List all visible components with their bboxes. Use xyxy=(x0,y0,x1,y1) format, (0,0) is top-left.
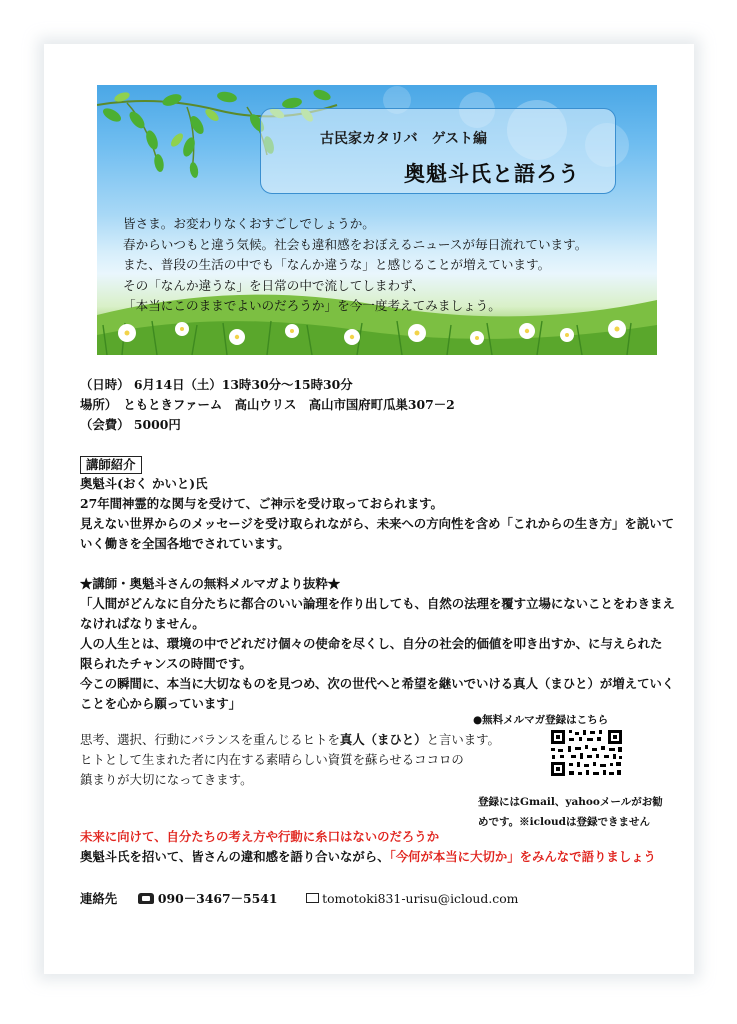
greeting-line: 「本当にこのままでよいのだろうか」を今一度考えてみましょう。 xyxy=(123,298,501,313)
main-title: 奥魁斗氏と語ろう xyxy=(404,161,580,186)
lecturer-name: 奥魁斗(おく かいと)氏 xyxy=(80,476,208,491)
excerpt-line: 今この瞬間に、本当に大切なものを見つめ、次の世代へと希望を継いでいける真人（まひと）が増えていく xyxy=(80,676,675,691)
excerpt-line: なければなりません。 xyxy=(80,616,205,631)
greeting-line: その「なんか違うな」を日常の中で流してしまわず、 xyxy=(123,277,425,293)
event-fee: （会費） 5000円 xyxy=(80,417,181,432)
event-date: （日時） 6月14日（土）13時30分～15時30分 xyxy=(80,377,353,392)
excerpt-heading: ★講師・奥魁斗さんの無料メルマガより抜粋★ xyxy=(80,576,341,591)
greeting-line: また、普段の生活の中でも「なんか違うな」と感じることが増えています。 xyxy=(123,257,551,272)
newsletter-note-line: めです。※icloudは登録できません xyxy=(478,816,651,828)
excerpt-line: 「人間がどんなに自分たちに都合のいい論理を作り出しても、自然の法理を覆す立場にないことをわきまえ xyxy=(80,596,675,611)
lecturer-heading xyxy=(80,455,142,475)
closing-text: 奥魁斗氏を招いて、皆さんの違和感を語り合いながら、 xyxy=(80,849,390,864)
greeting-line: 皆さま。お変わりなくおすごしでしょうか。 xyxy=(123,216,375,231)
greeting-line: 春からいつもと違う気候。社会も違和感をおぼえるニュースが毎日流れています。 xyxy=(123,236,588,252)
mahito-term: 真人（まひと） xyxy=(339,732,427,747)
contact-label: 連絡先 xyxy=(80,891,118,906)
mahito-line: 鎮まりが大切になってきます。 xyxy=(80,772,253,787)
lecturer-line: 見えない世界からのメッセージを受け取られながら、未来への方向性を含め「これからの生き方」を説いて xyxy=(80,516,675,531)
contact-email[interactable]: tomotoki831-urisu@icloud.com xyxy=(322,891,519,906)
contact-row xyxy=(80,889,518,909)
newsletter-label: ●無料メルマガ登録はこちら xyxy=(473,714,609,726)
greeting-text xyxy=(123,214,653,317)
phone-icon xyxy=(138,893,154,904)
contact-phone[interactable]: 090－3467－5541 xyxy=(157,891,278,906)
mail-icon xyxy=(306,893,319,903)
event-place: 場所） ともときファーム 高山ウリス 高山市国府町瓜巣307－2 xyxy=(80,397,455,412)
excerpt-line: 限られたチャンスの時間です。 xyxy=(80,656,252,671)
closing-line xyxy=(80,847,656,867)
lecturer-line: いく働きを全国各地でされています。 xyxy=(80,536,290,551)
series-title: 古民家カタリバ ゲスト編 xyxy=(320,131,488,147)
mahito-line: ヒトとして生まれた者に内在する素晴らしい資質を蘇らせるココロの xyxy=(80,752,464,767)
closing-highlight: 「今何が本当に大切か」をみんなで語りましょう xyxy=(389,849,656,864)
qr-code-icon[interactable] xyxy=(549,728,624,778)
newsletter-note-line: 登録にはGmail、yahooメールがお勧 xyxy=(478,796,663,808)
lecturer-line: 27年間神霊的な関与を受けて、ご神示を受け取っておられます。 xyxy=(80,496,443,511)
lecturer-heading-label: 講師紹介 xyxy=(80,456,142,474)
excerpt-line: 人の人生とは、環境の中でどれだけ個々の使命を尽くし、自分の社会的価値を叩き出すか、に与えられた xyxy=(80,636,663,651)
mahito-text: と言います。 xyxy=(426,732,500,747)
mahito-line xyxy=(80,730,500,750)
closing-red-line: 未来に向けて、自分たちの考え方や行動に糸口はないのだろうか xyxy=(80,829,440,844)
mahito-text: 思考、選択、行動にバランスを重んじるヒトを xyxy=(80,732,340,747)
excerpt-line: ことを心から願っています」 xyxy=(80,696,242,711)
